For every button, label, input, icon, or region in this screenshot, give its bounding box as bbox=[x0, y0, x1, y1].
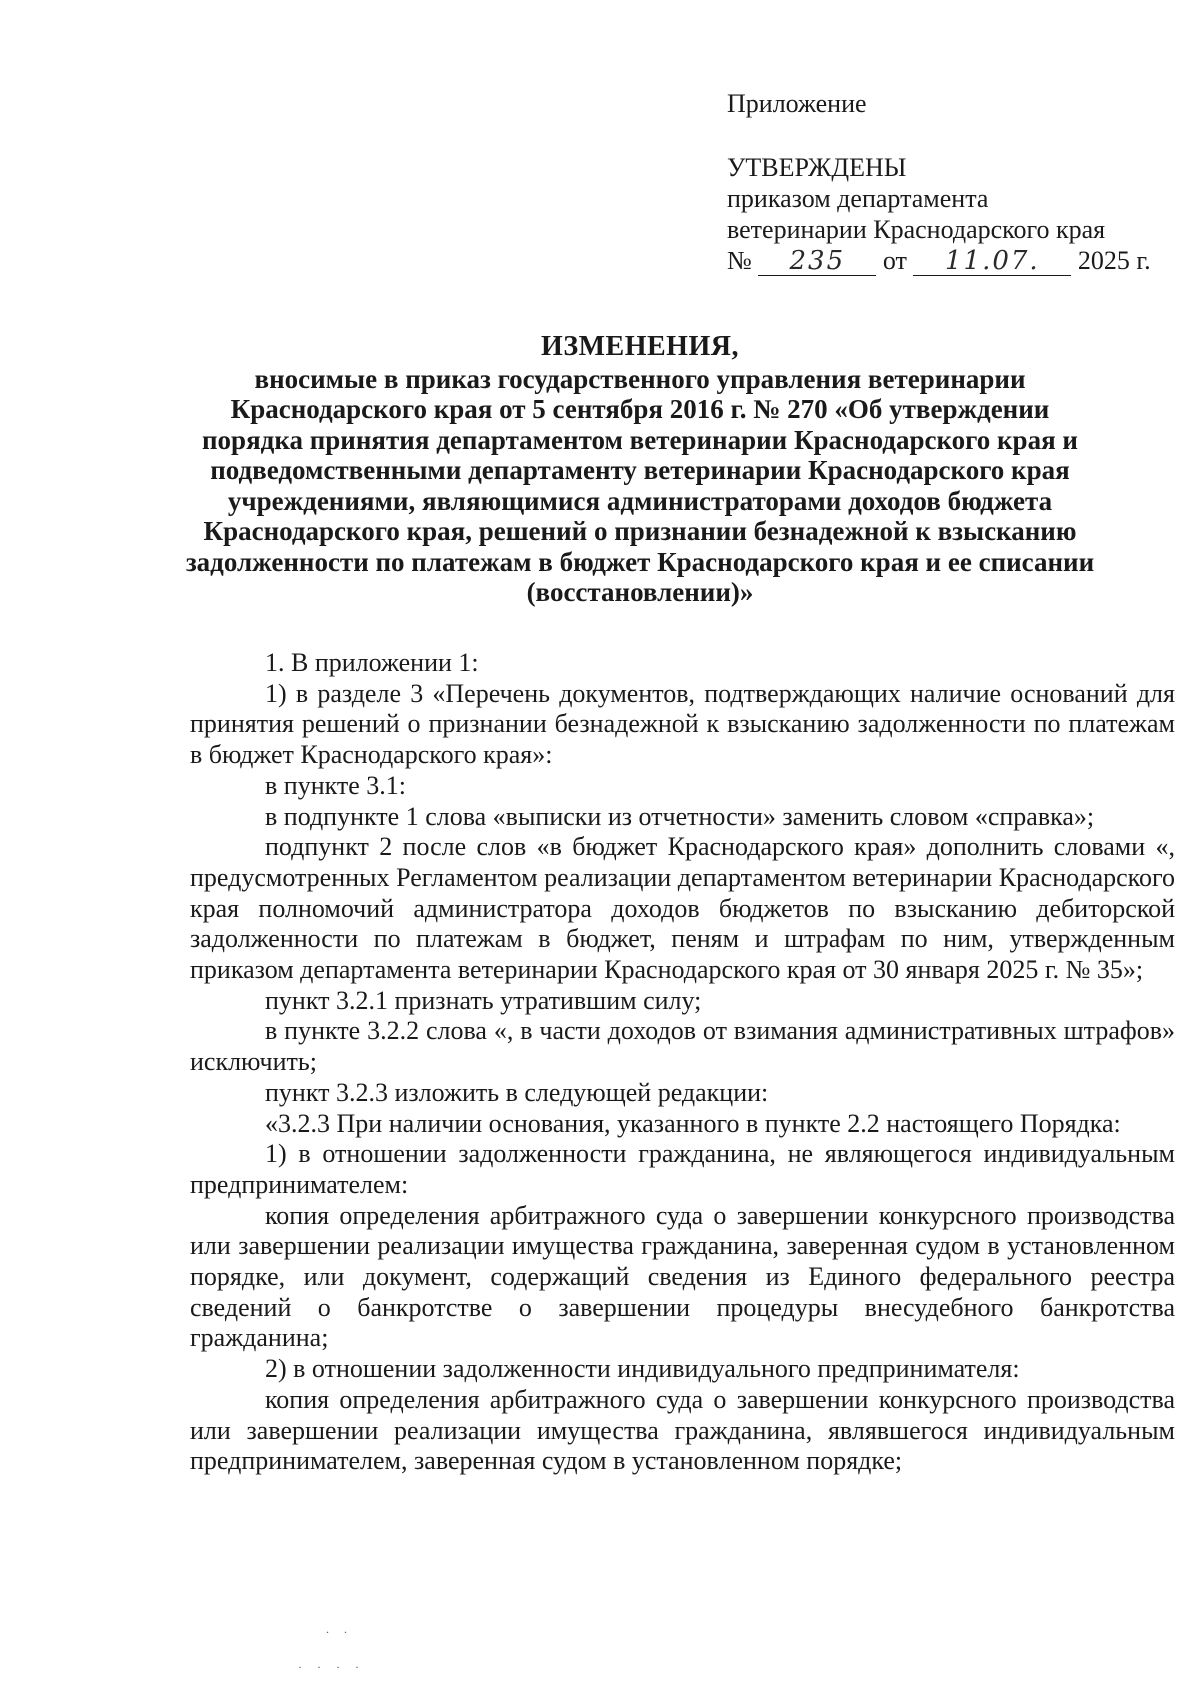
title-line: Краснодарского края от 5 сентября 2016 г. № 270 «Об утверждении bbox=[230, 394, 1050, 424]
title-line: порядка принятия департаментом ветеринарии Краснодарского края и bbox=[202, 424, 1078, 455]
order-number-handwritten: 235 bbox=[758, 247, 876, 276]
from-label: от bbox=[882, 246, 907, 275]
number-sign: № bbox=[727, 246, 752, 275]
annex-label: Приложение bbox=[727, 89, 867, 118]
paragraph: 1) в отношении задолженности гражданина, не являющегося индивидуальным предпринимателем: bbox=[190, 1139, 1175, 1199]
scan-speck: · · · · bbox=[298, 1660, 365, 1674]
order-number-line bbox=[727, 245, 1167, 276]
paragraph: в пункте 3.2.2 слова «, в части доходов от взимания административных штрафов» исключить; bbox=[190, 1016, 1175, 1077]
title-line: задолженности по платежам в бюджет Краснодарского края и ее списании bbox=[185, 546, 1095, 577]
paragraph: 2) в отношении задолженности индивидуального предпринимателя: bbox=[265, 1354, 1020, 1384]
paragraph: в пункте 3.1: bbox=[265, 770, 407, 800]
title-line: вносимые в приказ государственного управления ветеринарии bbox=[254, 363, 1026, 394]
approval-line-2: ветеринарии Краснодарского края bbox=[727, 215, 1106, 244]
order-year: 2025 г. bbox=[1077, 246, 1151, 275]
title-line: Краснодарского края, решений о признании безнадежной к взысканию bbox=[203, 516, 1077, 546]
paragraph: «3.2.3 При наличии основания, указанного в пункте 2.2 настоящего Порядка: bbox=[265, 1108, 1121, 1138]
approved-label: УТВЕРЖДЕНЫ bbox=[727, 153, 907, 182]
paragraph: копия определения арбитражного суда о завершении конкурсного производства или завершении реализации имущества гражданина, являвшегося индивидуальным предпринимателем, заверенная судом в установленном порядке; bbox=[190, 1384, 1175, 1476]
scan-speck: . . bbox=[326, 1622, 353, 1636]
paragraph: в подпункте 1 слова «выписки из отчетности» заменить словом «справка»; bbox=[265, 801, 1095, 831]
paragraph: копия определения арбитражного суда о завершении конкурсного производства или завершении реализации имущества гражданина, заверенная судом в установленном порядке, или документ, содержащий сведения из Единого федерального реестра сведений о банкротстве о завершении процедуры внесудебного банкротства гражданина; bbox=[190, 1200, 1175, 1353]
approval-block bbox=[727, 88, 1167, 276]
approval-line-1: приказом департамента bbox=[727, 184, 989, 213]
title-main: ИЗМЕНЕНИЯ, bbox=[541, 331, 739, 362]
title-line: (восстановлении)» bbox=[526, 577, 754, 607]
document-body bbox=[190, 648, 1175, 1477]
paragraph: 1. В приложении 1: bbox=[265, 648, 479, 677]
order-date-handwritten: 11.07. bbox=[913, 247, 1071, 276]
title-line: подведомственными департаменту ветеринарии Краснодарского края bbox=[210, 455, 1070, 485]
paragraph: пункт 3.2.1 признать утратившим силу; bbox=[265, 985, 702, 1015]
document-title bbox=[140, 332, 1140, 608]
paragraph: подпункт 2 после слов «в бюджет Краснодарского края» дополнить словами «, предусмотренных Регламентом реализации департаментом ветеринарии Краснодарского края полномочий администратора доходов бюджетов по взысканию дебиторской задолженности по платежам в бюджет, пеням и штрафам по ним, утвержденным приказом департамента ветеринарии Краснодарского края от 30 января 2025 г. № 35»; bbox=[190, 832, 1175, 985]
title-line: учреждениями, являющимися администраторами доходов бюджета bbox=[227, 485, 1053, 516]
paragraph: пункт 3.2.3 изложить в следующей редакции: bbox=[265, 1077, 769, 1107]
paragraph: 1) в разделе 3 «Перечень документов, подтверждающих наличие оснований для принятия решений о признании безнадежной к взысканию задолженности по платежам в бюджет Краснодарского края»: bbox=[190, 678, 1175, 770]
